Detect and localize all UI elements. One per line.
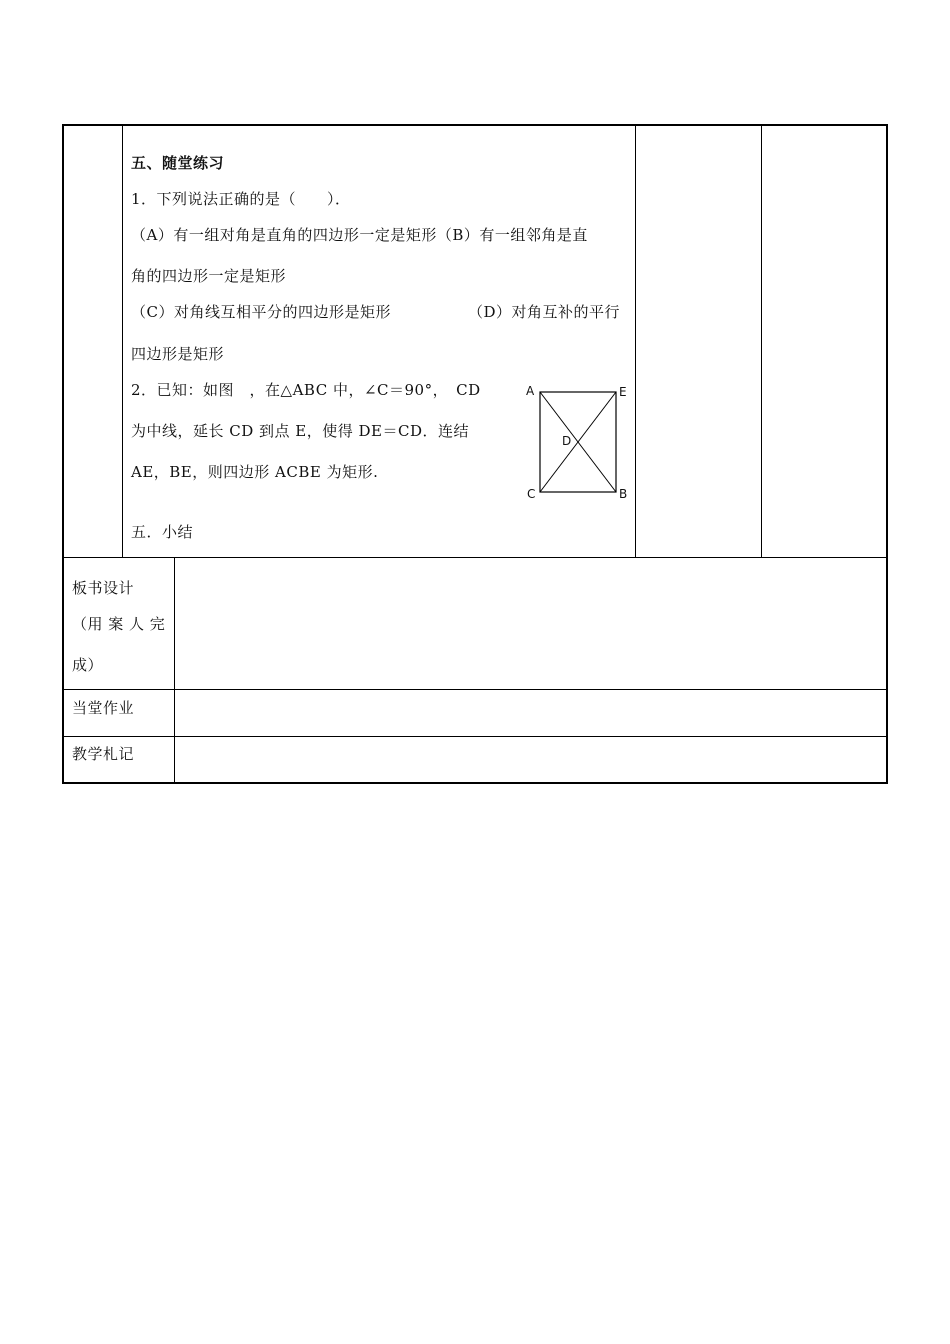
question-2-line-3: AE，BE，则四边形 ACBE 为矩形. bbox=[131, 463, 379, 481]
label-b: B bbox=[619, 487, 628, 501]
homework-label: 当堂作业 bbox=[72, 699, 135, 717]
table-border-bottom bbox=[62, 782, 888, 784]
col-divider-1 bbox=[122, 124, 123, 558]
row-divider-1 bbox=[62, 557, 888, 558]
board-design-label: 板书设计 bbox=[72, 579, 135, 597]
question-1-option-d-cont: 四边形是矩形 bbox=[131, 345, 225, 363]
teaching-notes-label: 教学札记 bbox=[72, 745, 135, 763]
table-border-left bbox=[62, 124, 64, 784]
section-heading: 五、随堂练习 bbox=[131, 154, 225, 172]
question-1-option-d: （D）对角互补的平行 bbox=[468, 303, 621, 321]
rectangle-diagram bbox=[524, 380, 634, 506]
label-d: D bbox=[562, 434, 572, 448]
question-2-line-2: 为中线，延长 CD 到点 E，使得 DE＝CD．连结 bbox=[131, 422, 470, 440]
label-col-divider bbox=[174, 557, 175, 783]
question-1-option-b-cont: 角的四边形一定是矩形 bbox=[131, 267, 287, 285]
question-2-line-1: 2．已知：如图 ，在△ABC 中，∠C＝90°， CD bbox=[131, 381, 481, 399]
question-1-stem: 1．下列说法正确的是（ ）． bbox=[131, 190, 351, 208]
label-e: E bbox=[619, 385, 627, 399]
table-border-top bbox=[62, 124, 888, 126]
question-1-option-c: （C）对角线互相平分的四边形是矩形 bbox=[131, 303, 391, 321]
row-divider-3 bbox=[62, 736, 888, 737]
summary-heading: 五．小结 bbox=[131, 523, 194, 541]
board-design-note: （用 案 人 完 bbox=[72, 615, 166, 633]
question-1-option-a-b: （A）有一组对角是直角的四边形一定是矩形（B）有一组邻角是直 bbox=[131, 226, 588, 244]
board-design-note-cont: 成） bbox=[72, 656, 104, 674]
label-a: A bbox=[526, 384, 535, 398]
col-divider-2 bbox=[635, 124, 636, 558]
row-divider-2 bbox=[62, 689, 888, 690]
label-c: C bbox=[527, 487, 536, 501]
table-border-right bbox=[886, 124, 888, 784]
rectangle-figure bbox=[524, 380, 634, 506]
col-divider-3 bbox=[761, 124, 762, 558]
